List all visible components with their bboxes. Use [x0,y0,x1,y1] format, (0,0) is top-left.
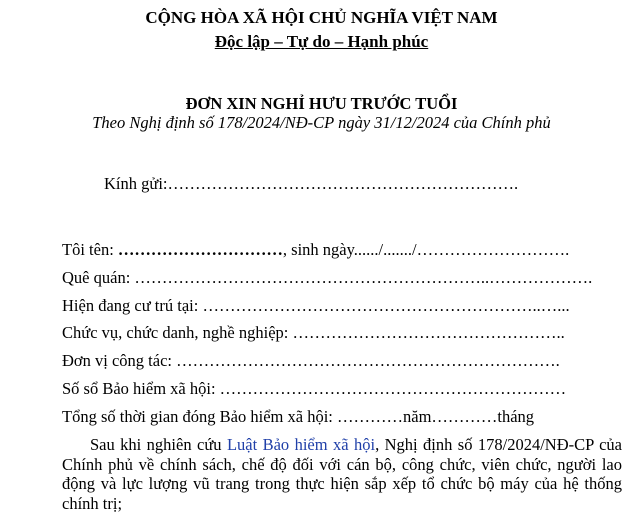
body-intro: Sau khi nghiên cứu [90,435,227,454]
nation-heading: CỘNG HÒA XÃ HỘI CHỦ NGHĨA VIỆT NAM [145,8,498,27]
hometown-line: Quê quán: ………………………………………………………..………………. [62,268,593,287]
name-dots: ………………………… [117,240,283,259]
recipient-dots: ………………………………………………………. [167,174,519,193]
workplace-line: Đơn vị công tác: ……………………………………………………………. [62,351,560,370]
body-rest: , Nghị định số 178/2024/NĐ-CP của Chính phủ về chính sách, chế độ đối với cán bộ, công chức, viên chức, người lao động và lực lượng vũ trang trong thực hiện sắp xếp tổ chức bộ máy của hệ thống chính trị; [62,435,623,513]
dob-label: , sinh ngày....../......./ [282,240,417,259]
motto-heading [0,32,643,52]
position-line: Chức vụ, chức danh, nghề nghiệp: ………………………………………….. [62,323,565,342]
name-label: Tôi tên: [62,240,118,259]
residence-line: Hiện đang cư trú tại: ……………………………………………………..…... [62,296,570,315]
contribution-time-line: Tổng số thời gian đóng Bảo hiểm xã hội: …………năm…………tháng [62,407,535,426]
social-insurance-law-link[interactable]: Luật Bảo hiểm xã hội [226,435,376,454]
document-subtitle: Theo Nghị định số 178/2024/NĐ-CP ngày 31/12/2024 của Chính phủ [92,113,551,132]
recipient-line [104,174,518,194]
insurance-number-line: Số sổ Bảo hiểm xã hội: ……………………………………………………… [62,379,567,398]
motto-text: Độc lập – Tự do – Hạnh phúc [214,32,429,51]
dob-dots: ………………………. [416,240,570,259]
document-title: ĐƠN XIN NGHỈ HƯU TRƯỚC TUỔI [185,94,458,113]
name-line [62,240,569,260]
recipient-label: Kính gửi: [104,174,168,193]
body-paragraph [62,435,622,513]
